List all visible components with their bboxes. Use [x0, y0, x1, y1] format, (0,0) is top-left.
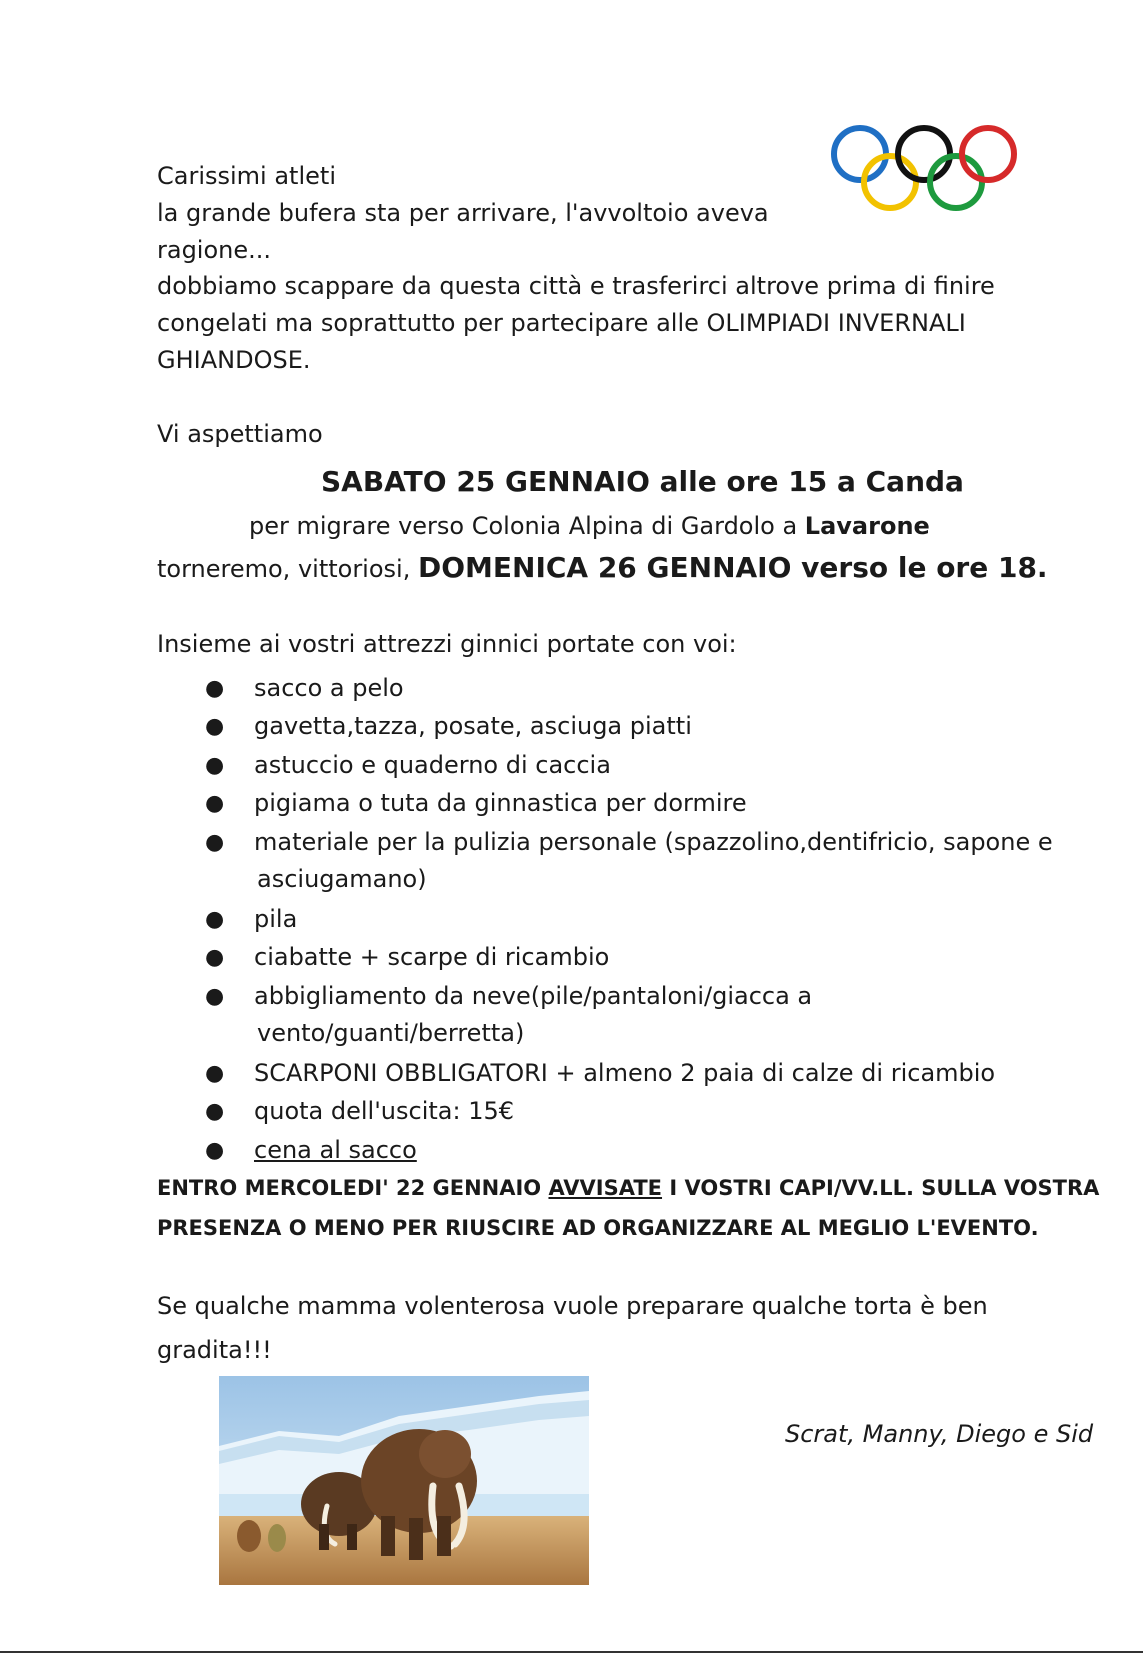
list-item: sacco a pelo	[254, 674, 404, 702]
ice-age-mammoths-illustration	[219, 1376, 589, 1585]
notice-suffix: I VOSTRI CAPI/VV.LL. SULLA VOSTRA	[662, 1176, 1100, 1200]
list-item: cena al sacco	[254, 1136, 417, 1164]
departure-line: SABATO 25 GENNAIO alle ore 15 a Canda	[321, 465, 964, 498]
cake-line: Se qualche mamma volenterosa vuole preparare qualche torta è ben	[157, 1292, 988, 1320]
bullet-icon: ●	[205, 984, 225, 1009]
list-item-continuation: vento/guanti/berretta)	[257, 1019, 525, 1047]
list-item: abbigliamento da neve(pile/pantaloni/giacca a	[254, 982, 813, 1010]
return-line	[157, 550, 1048, 587]
bullet-icon: ●	[205, 945, 225, 970]
notice-underlined: AVVISATE	[548, 1176, 663, 1200]
list-item: astuccio e quaderno di caccia	[254, 751, 611, 779]
list-item: quota dell'uscita: 15€	[254, 1097, 515, 1125]
list-item: pila	[254, 905, 298, 933]
bullet-icon: ●	[205, 791, 225, 816]
intro-line: la grande bufera sta per arrivare, l'avvoltoio aveva	[157, 199, 769, 227]
intro-line: GHIANDOSE.	[157, 346, 311, 374]
bullet-icon: ●	[205, 1061, 225, 1086]
notice-prefix: ENTRO MERCOLEDI' 22 GENNAIO	[157, 1176, 549, 1200]
bullet-icon: ●	[205, 753, 225, 778]
bullet-icon: ●	[205, 676, 225, 701]
list-item: materiale per la pulizia personale (spazzolino,dentifricio, sapone e	[254, 828, 1053, 856]
list-item-continuation: asciugamano)	[257, 865, 427, 893]
notice-line: PRESENZA O MENO PER RIUSCIRE AD ORGANIZZARE AL MEGLIO L'EVENTO.	[157, 1216, 1039, 1240]
bullet-icon: ●	[205, 830, 225, 855]
signature: Scrat, Manny, Diego e Sid	[785, 1420, 1094, 1448]
list-item: gavetta,tazza, posate, asciuga piatti	[254, 712, 692, 740]
list-item: pigiama o tuta da ginnastica per dormire	[254, 789, 747, 817]
destination-line	[249, 508, 930, 544]
bullet-icon: ●	[205, 1138, 225, 1163]
intro-line: congelati ma soprattutto per partecipare alle OLIMPIADI INVERNALI	[157, 309, 966, 337]
destination-place: Lavarone	[804, 512, 930, 540]
bring-intro: Insieme ai vostri attrezzi ginnici portate con voi:	[157, 630, 737, 658]
wait-line: Vi aspettiamo	[157, 420, 323, 448]
bullet-icon: ●	[205, 714, 225, 739]
destination-prefix: per migrare verso Colonia Alpina di Gardolo a	[249, 512, 805, 540]
notice-line	[157, 1170, 1099, 1206]
bullet-icon: ●	[205, 907, 225, 932]
bullet-icon: ●	[205, 1099, 225, 1124]
list-item: SCARPONI OBBLIGATORI + almeno 2 paia di calze di ricambio	[254, 1059, 996, 1087]
cake-line: gradita!!!	[157, 1336, 272, 1364]
list-item: ciabatte + scarpe di ricambio	[254, 943, 610, 971]
intro-line: dobbiamo scappare da questa città e trasferirci altrove prima di finire	[157, 272, 995, 300]
return-date: DOMENICA 26 GENNAIO verso le ore 18.	[417, 551, 1048, 584]
olympic-rings-icon	[828, 124, 1028, 214]
greeting: Carissimi atleti	[157, 162, 336, 190]
page-divider	[0, 1651, 1143, 1653]
return-prefix: torneremo, vittoriosi,	[157, 555, 418, 583]
intro-line: ragione...	[157, 236, 272, 264]
